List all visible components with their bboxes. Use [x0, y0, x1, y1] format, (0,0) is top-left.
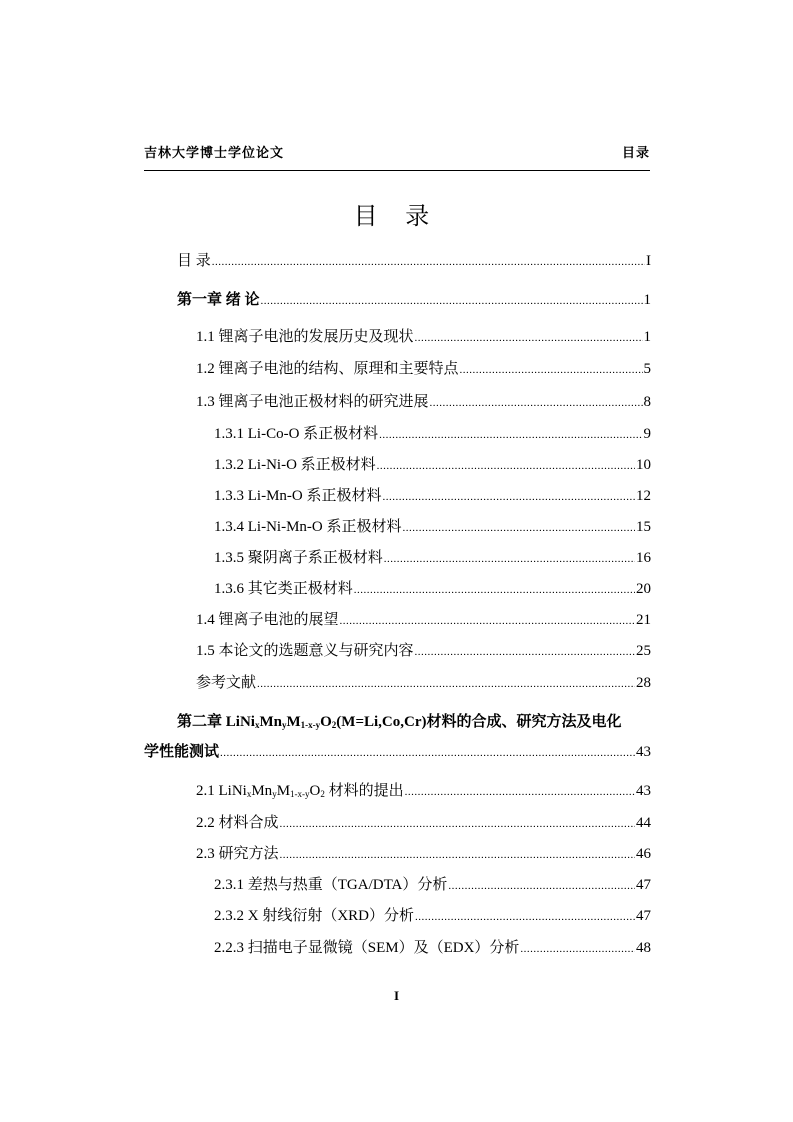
toc-label: 1.1 锂离子电池的发展历史及现状	[196, 329, 414, 345]
toc-page: I	[646, 253, 651, 269]
toc-entry[interactable]	[214, 938, 651, 959]
header-thesis-title: 吉林大学博士学位论文	[144, 146, 285, 161]
formula-subscript: x	[246, 789, 252, 799]
toc-label	[196, 781, 404, 804]
toc-label: 1.3.2 Li-Ni-O 系正极材料	[214, 457, 376, 473]
toc-leader	[280, 814, 635, 834]
toc-label: 1.2 锂离子电池的结构、原理和主要特点	[196, 361, 459, 377]
toc-entry[interactable]	[214, 875, 651, 896]
page-title: 目 录	[353, 202, 440, 230]
toc-chapter2-heading[interactable]	[177, 710, 622, 731]
toc-leader	[379, 425, 642, 445]
toc-leader	[384, 549, 635, 569]
toc-label: 1.3.1 Li-Co-O 系正极材料	[214, 426, 379, 442]
toc-leader	[212, 252, 645, 272]
formula-part: 2.1 LiNi	[196, 783, 247, 799]
header-section-title: 目录	[621, 146, 650, 161]
toc-leader	[261, 291, 643, 311]
formula-part: Mn	[259, 714, 282, 730]
chapter-prefix: 第二章	[177, 714, 226, 730]
toc-page: 1	[643, 329, 651, 345]
toc-entry[interactable]	[196, 813, 651, 834]
toc-page: 47	[636, 877, 651, 893]
toc-entry[interactable]	[177, 251, 651, 272]
toc-entry[interactable]	[196, 327, 651, 348]
toc-page: 43	[636, 744, 651, 760]
chapter-title-rest: (M=Li,Co,Cr)材料的合成、研究方法及电化	[336, 714, 622, 730]
toc-page: 15	[636, 519, 651, 535]
formula-part: LiNi	[225, 714, 255, 730]
toc-leader	[405, 782, 635, 802]
toc-page: 25	[636, 643, 651, 659]
toc-leader	[448, 876, 635, 896]
toc-leader	[220, 743, 635, 763]
toc-leader	[403, 518, 636, 538]
toc-entry[interactable]	[196, 392, 651, 413]
toc-label: 第一章 绪 论	[177, 292, 260, 308]
toc-label: 2.2 材料合成	[196, 815, 279, 831]
formula-part: M	[276, 783, 291, 799]
toc-label: 2.2.3 扫描电子显微镜（SEM）及（EDX）分析	[214, 940, 520, 956]
formula-subscript: y	[272, 789, 277, 799]
toc-entry[interactable]	[196, 610, 651, 631]
toc-label: 1.4 锂离子电池的展望	[196, 612, 339, 628]
running-header	[144, 142, 650, 162]
toc-page: 8	[643, 394, 651, 410]
toc-entry-chapter[interactable]	[144, 742, 651, 763]
toc-page: 12	[636, 488, 651, 504]
toc-entry[interactable]	[196, 844, 651, 865]
formula-subscript: 2	[331, 720, 337, 730]
toc-entry[interactable]	[214, 455, 651, 476]
formula-subscript: y	[281, 720, 287, 730]
toc-entry[interactable]	[214, 906, 651, 927]
toc-page: 1	[643, 292, 651, 308]
toc-leader	[340, 611, 635, 631]
toc-label: 2.3.2 X 射线衍射（XRD）分析	[214, 908, 415, 924]
toc-leader	[354, 580, 635, 600]
header-rule	[144, 170, 650, 171]
toc-entry[interactable]	[214, 517, 651, 538]
toc-page: 16	[636, 550, 651, 566]
toc-page: 47	[636, 908, 651, 924]
toc-label: 1.3.6 其它类正极材料	[214, 581, 353, 597]
toc-page: 20	[636, 581, 651, 597]
toc-label: 1.5 本论文的选题意义与研究内容	[196, 643, 414, 659]
toc-entry-chapter[interactable]	[177, 290, 651, 311]
toc-entry[interactable]	[214, 486, 651, 507]
toc-entry[interactable]	[196, 781, 651, 804]
toc-leader	[280, 845, 635, 865]
toc-entry[interactable]	[196, 673, 651, 694]
toc-page: 44	[636, 815, 651, 831]
toc-leader	[257, 674, 635, 694]
toc-label: 1.3.5 聚阴离子系正极材料	[214, 550, 383, 566]
formula-part: O	[309, 783, 321, 799]
toc-label: 学性能测试	[144, 744, 220, 760]
toc-label: 1.3.4 Li-Ni-Mn-O 系正极材料	[214, 519, 402, 535]
toc-leader	[377, 456, 635, 476]
toc-label: 2.3 研究方法	[196, 846, 279, 862]
section-title-rest: 材料的提出	[324, 783, 404, 799]
toc-page: 5	[643, 361, 651, 377]
formula-part: M	[286, 714, 301, 730]
toc-entry[interactable]	[214, 548, 651, 569]
toc-page: 48	[636, 940, 651, 956]
toc-leader	[415, 642, 635, 662]
formula-subscript: 2	[320, 789, 325, 799]
toc-label: 1.3.3 Li-Mn-O 系正极材料	[214, 488, 382, 504]
toc-leader	[520, 939, 635, 959]
toc-label: 1.3 锂离子电池正极材料的研究进展	[196, 394, 429, 410]
toc-label: 目 录	[177, 253, 211, 269]
toc-leader	[430, 393, 643, 413]
toc-entry[interactable]	[214, 424, 651, 445]
page-number: I	[393, 988, 400, 1003]
toc-page: 21	[636, 612, 651, 628]
toc-leader	[383, 487, 636, 507]
toc-label: 参考文献	[196, 675, 257, 691]
toc-page: 10	[636, 457, 651, 473]
toc-label: 2.3.1 差热与热重（TGA/DTA）分析	[214, 877, 448, 893]
toc-entry[interactable]	[196, 641, 651, 662]
formula-subscript: 1-x-y	[300, 720, 321, 730]
toc-page: 9	[643, 426, 651, 442]
formula-part: Mn	[251, 783, 273, 799]
toc-page: 46	[636, 846, 651, 862]
toc-leader	[415, 328, 643, 348]
toc-page: 28	[636, 675, 651, 691]
formula-subscript: x	[254, 720, 260, 730]
toc-leader	[415, 907, 635, 927]
toc-entry[interactable]	[214, 579, 651, 600]
toc-page: 43	[636, 783, 651, 799]
toc-leader	[460, 360, 643, 380]
formula-part: O	[320, 714, 332, 730]
formula-subscript: 1-x-y	[290, 789, 310, 799]
toc-entry[interactable]	[196, 359, 651, 380]
